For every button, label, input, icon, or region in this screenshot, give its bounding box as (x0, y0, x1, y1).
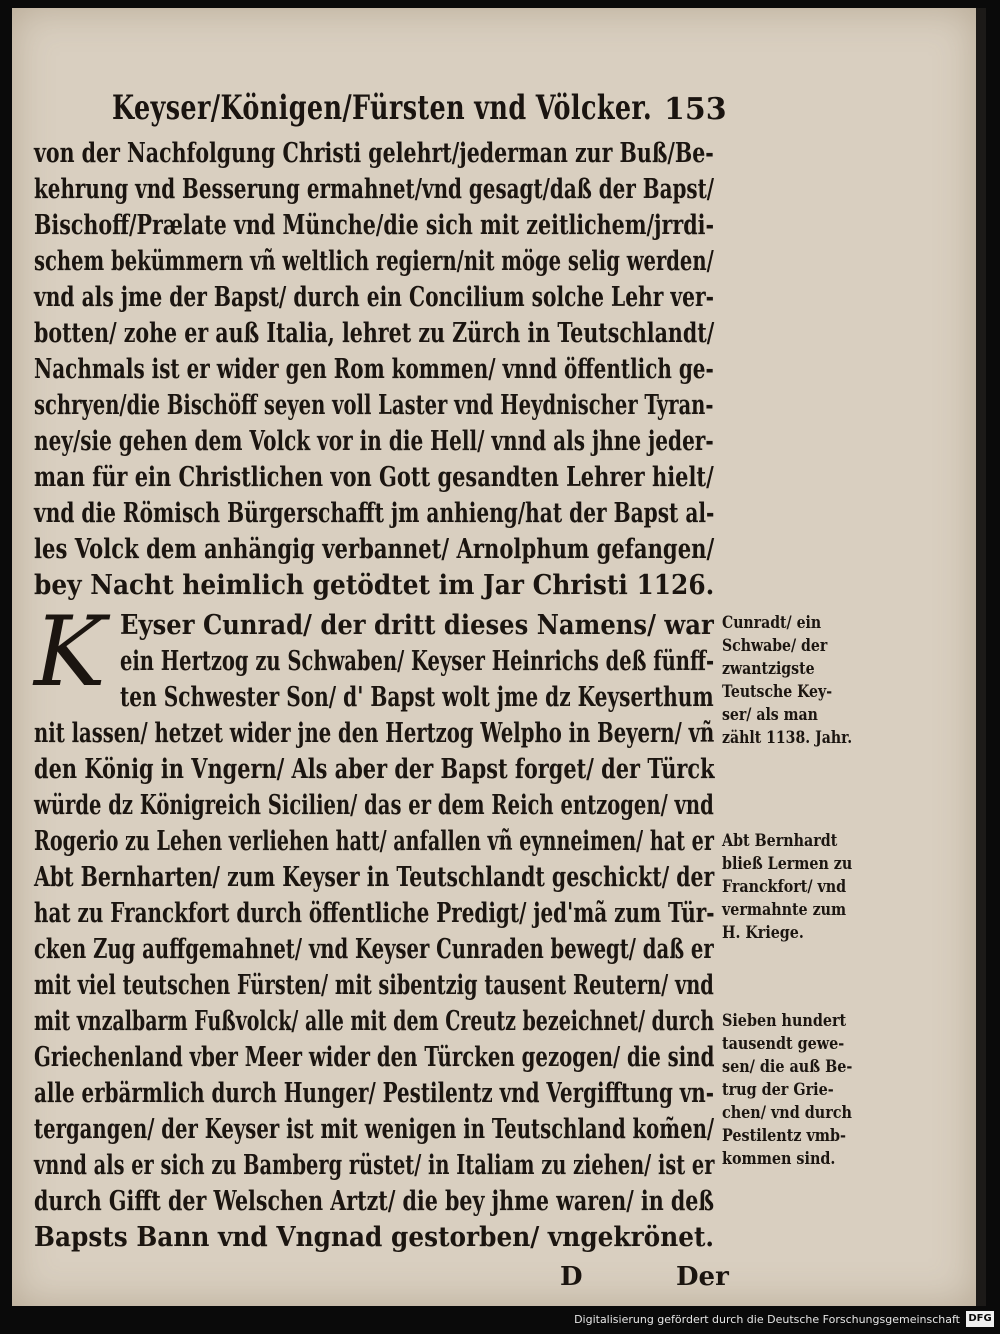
body-line: les Volck dem anhängig verbannet/ Arnolphum gefangen/ (34, 534, 715, 565)
body-line: Eyser Cunrad/ der dritt dieses Namens/ war (120, 610, 714, 641)
body-line: vnnd als er sich zu Bamberg rüstet/ in Italiam zu ziehen/ ist er (34, 1150, 715, 1181)
margin-note-line: chen/ vnd durch (722, 1103, 852, 1123)
body-line: vnd die Römisch Bürgerschafft jm anhieng/hat der Bapst al- (34, 498, 715, 529)
body-line: bey Nacht heimlich getödtet im Jar Christi 1126. (34, 570, 715, 601)
body-line: ten Schwester Son/ d' Bapst wolt jme dz Keyserthum (120, 682, 714, 713)
body-line: Bischoff/Prælate vnd Münche/die sich mit zeitlichem/jrrdi- (34, 210, 715, 241)
margin-note-line: trug der Grie- (722, 1080, 834, 1100)
body-line: vnd als jme der Bapst/ durch ein Concilium solche Lehr ver- (34, 282, 715, 313)
body-line: kehrung vnd Besserung ermahnet/vnd gesagt/daß der Bapst/ (34, 174, 715, 205)
body-line: durch Gifft der Welschen Artzt/ die bey jhme waren/ in deß (34, 1186, 715, 1217)
body-line: schem bekümmern vñ weltlich regiern/nit möge selig werden/ (34, 246, 714, 277)
body-line: man für ein Christlichen von Gott gesandten Lehrer hielt/ (34, 462, 714, 493)
body-line: Nachmals ist er wider gen Rom kommen/ vnnd öffentlich ge- (34, 354, 714, 385)
page-number: 153 (664, 92, 727, 127)
body-line: alle erbärmlich durch Hunger/ Pestilentz vnd Vergifftung vn- (34, 1078, 715, 1109)
body-line: von der Nachfolgung Christi gelehrt/jederman zur Buß/Be- (34, 138, 714, 169)
decorated-initial: K (34, 596, 106, 708)
body-line: botten/ zohe er auß Italia, lehret zu Zürch in Teutschlandt/ (34, 318, 715, 349)
body-line: Rogerio zu Lehen verliehen hatt/ anfallen vñ eynneimen/ hat er (34, 826, 714, 857)
margin-note-line: H. Kriege. (722, 923, 804, 943)
catchword: Der (676, 1262, 729, 1292)
margin-note-line: tausendt gewe- (722, 1034, 845, 1054)
margin-note-line: Sieben hundert (722, 1011, 847, 1031)
body-line: mit vnzalbarm Fußvolck/ alle mit dem Creutz bezeichnet/ durch (34, 1006, 715, 1037)
margin-note (722, 1010, 876, 1171)
body-line: tergangen/ der Keyser ist mit wenigen in Teutschland kom̃en/ (34, 1114, 715, 1145)
margin-note-line: kommen sind. (722, 1149, 836, 1169)
body-line: ney/sie gehen dem Volck vor in die Hell/ vnnd als jhne jeder- (34, 426, 714, 457)
body-line: mit viel teutschen Fürsten/ mit sibentzig tausent Reutern/ vnd (34, 970, 714, 1001)
body-line: Abt Bernharten/ zum Keyser in Teutschlandt geschickt/ der (34, 862, 715, 893)
body-line: Bapsts Bann vnd Vngnad gestorben/ vngekrönet. (34, 1222, 715, 1253)
body-line: schryen/die Bischöff seyen voll Laster vnd Heydnischer Tyran- (34, 390, 714, 421)
margin-note (722, 612, 879, 750)
margin-note-line: ser/ als man (722, 705, 818, 725)
margin-note-line: bließ Lermen zu (722, 854, 853, 874)
margin-note-line: sen/ die auß Be- (722, 1057, 853, 1077)
margin-note-line: Pestilentz vmb- (722, 1126, 846, 1146)
page-edge (976, 8, 986, 1306)
margin-note-line: vermahnte zum (722, 900, 847, 920)
body-line: Griechenland vber Meer wider den Türcken gezogen/ die sind (34, 1042, 715, 1073)
body-line: den König in Vngern/ Als aber der Bapst forget/ der Türck (34, 754, 715, 785)
signature-mark: D (560, 1262, 583, 1292)
margin-note-line: Cunradt/ ein (722, 613, 822, 633)
body-line: würde dz Königreich Sicilien/ das er dem Reich entzogen/ vnd (34, 790, 714, 821)
dfg-logo: DFG (966, 1311, 994, 1327)
margin-note-line: Teutsche Key- (722, 682, 833, 702)
digitization-credit: Digitalisierung gefördert durch die Deutsche Forschungsgemeinschaft (574, 1313, 960, 1326)
margin-note-line: Schwabe/ der (722, 636, 828, 656)
margin-note-line: Abt Bernhardt (722, 831, 838, 851)
margin-note-line: zählt 1138. Jahr. (722, 728, 853, 748)
body-line: hat zu Franckfort durch öffentliche Predigt/ jed'mã zum Tür- (34, 898, 715, 929)
margin-note-line: zwantzigste (722, 659, 815, 679)
body-line: cken Zug auffgemahnet/ vnd Keyser Cunraden bewegt/ daß er (34, 934, 714, 965)
body-line: ein Hertzog zu Schwaben/ Keyser Heinrichs deß fünff- (120, 646, 715, 677)
margin-note-line: Franckfort/ vnd (722, 877, 847, 897)
body-line: nit lassen/ hetzet wider jne den Hertzog Welpho in Beyern/ vñ (34, 718, 715, 749)
running-head: Keyser/Königen/Fürsten vnd Völcker. (112, 88, 653, 128)
margin-note (722, 830, 877, 945)
